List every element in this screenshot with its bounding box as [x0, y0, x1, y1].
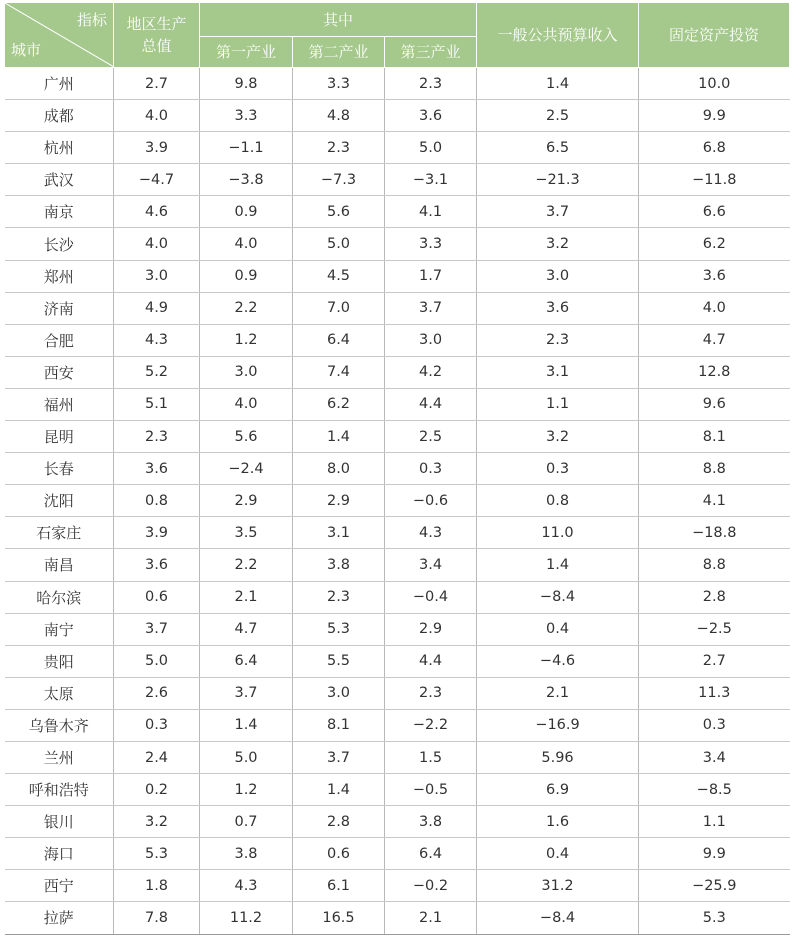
- budget-header: 一般公共预算收入: [477, 3, 639, 68]
- budget-revenue-cell: −8.4: [477, 902, 639, 934]
- primary-industry-cell: 2.2: [200, 549, 293, 581]
- gdp-cell: 3.6: [114, 453, 200, 485]
- budget-revenue-cell: 1.4: [477, 549, 639, 581]
- gdp-cell: 0.6: [114, 581, 200, 613]
- table-row: [5, 806, 790, 838]
- budget-revenue-cell: 2.1: [477, 677, 639, 709]
- gdp-cell: 4.6: [114, 196, 200, 228]
- gdp-cell: 4.0: [114, 100, 200, 132]
- gdp-cell: 2.3: [114, 421, 200, 453]
- secondary-industry-cell: 7.4: [293, 356, 385, 388]
- gdp-cell: 3.7: [114, 613, 200, 645]
- secondary-industry-cell: 7.0: [293, 292, 385, 324]
- secondary-industry-cell: 6.4: [293, 324, 385, 356]
- fixed-investment-cell: 3.4: [639, 741, 790, 773]
- primary-industry-cell: 2.9: [200, 485, 293, 517]
- tertiary-industry-cell: −0.2: [385, 870, 477, 902]
- tertiary-industry-cell: 0.3: [385, 453, 477, 485]
- tertiary-industry-cell: 4.1: [385, 196, 477, 228]
- table-row: [5, 388, 790, 420]
- secondary-industry-cell: 8.0: [293, 453, 385, 485]
- budget-revenue-cell: 3.1: [477, 356, 639, 388]
- budget-revenue-cell: −8.4: [477, 581, 639, 613]
- fixed-investment-cell: 9.9: [639, 838, 790, 870]
- fixed-investment-cell: 12.8: [639, 356, 790, 388]
- fixed-investment-cell: −2.5: [639, 613, 790, 645]
- tertiary-industry-cell: −0.5: [385, 774, 477, 806]
- table-row: [5, 838, 790, 870]
- fixed-investment-cell: −25.9: [639, 870, 790, 902]
- primary-industry-cell: 3.0: [200, 356, 293, 388]
- primary-industry-cell: 4.3: [200, 870, 293, 902]
- city-cell: 福州: [5, 388, 114, 420]
- city-cell: 昆明: [5, 421, 114, 453]
- city-cell: 石家庄: [5, 517, 114, 549]
- fixed-investment-cell: −8.5: [639, 774, 790, 806]
- fixed-investment-cell: 3.6: [639, 260, 790, 292]
- fixed-investment-cell: 6.2: [639, 228, 790, 260]
- primary-industry-cell: 0.7: [200, 806, 293, 838]
- table-row: [5, 68, 790, 100]
- gdp-cell: 2.6: [114, 677, 200, 709]
- fixed-investment-cell: 4.1: [639, 485, 790, 517]
- gdp-cell: 5.1: [114, 388, 200, 420]
- budget-revenue-cell: 3.2: [477, 228, 639, 260]
- tertiary-industry-cell: −3.1: [385, 164, 477, 196]
- city-cell: 太原: [5, 677, 114, 709]
- primary-industry-cell: −3.8: [200, 164, 293, 196]
- tertiary-industry-header: 第三产业: [385, 37, 477, 68]
- table-row: [5, 324, 790, 356]
- gdp-cell: 3.9: [114, 517, 200, 549]
- budget-revenue-cell: −4.6: [477, 645, 639, 677]
- city-cell: 武汉: [5, 164, 114, 196]
- tertiary-industry-cell: 3.3: [385, 228, 477, 260]
- city-cell: 银川: [5, 806, 114, 838]
- city-cell: 长沙: [5, 228, 114, 260]
- table-row: [5, 709, 790, 741]
- tertiary-industry-cell: 1.5: [385, 741, 477, 773]
- budget-revenue-cell: 0.4: [477, 613, 639, 645]
- gdp-cell: 1.8: [114, 870, 200, 902]
- fixed-investment-cell: 2.8: [639, 581, 790, 613]
- secondary-industry-cell: 5.6: [293, 196, 385, 228]
- tertiary-industry-cell: 4.4: [385, 388, 477, 420]
- city-cell: 西宁: [5, 870, 114, 902]
- secondary-industry-cell: 16.5: [293, 902, 385, 934]
- secondary-industry-cell: 3.1: [293, 517, 385, 549]
- table-row: [5, 645, 790, 677]
- gdp-cell: 7.8: [114, 902, 200, 934]
- primary-industry-cell: 0.9: [200, 260, 293, 292]
- fixed-investment-cell: 6.6: [639, 196, 790, 228]
- table-row: [5, 196, 790, 228]
- tertiary-industry-cell: 2.3: [385, 677, 477, 709]
- city-cell: 成都: [5, 100, 114, 132]
- primary-industry-cell: 4.7: [200, 613, 293, 645]
- tertiary-industry-cell: 3.4: [385, 549, 477, 581]
- city-cell: 南宁: [5, 613, 114, 645]
- secondary-industry-header: 第二产业: [293, 37, 385, 68]
- indicator-label: 指标: [76, 11, 107, 29]
- budget-revenue-cell: 1.1: [477, 388, 639, 420]
- tertiary-industry-cell: 2.3: [385, 68, 477, 100]
- budget-revenue-cell: 5.96: [477, 741, 639, 773]
- gdp-cell: 4.0: [114, 228, 200, 260]
- tertiary-industry-cell: 3.0: [385, 324, 477, 356]
- primary-industry-cell: 11.2: [200, 902, 293, 934]
- city-cell: 合肥: [5, 324, 114, 356]
- gdp-cell: −4.7: [114, 164, 200, 196]
- secondary-industry-cell: 8.1: [293, 709, 385, 741]
- tertiary-industry-cell: 4.3: [385, 517, 477, 549]
- primary-industry-cell: 1.4: [200, 709, 293, 741]
- secondary-industry-cell: 0.6: [293, 838, 385, 870]
- primary-industry-cell: 5.6: [200, 421, 293, 453]
- secondary-industry-cell: 4.8: [293, 100, 385, 132]
- tertiary-industry-cell: 2.1: [385, 902, 477, 934]
- gdp-cell: 5.2: [114, 356, 200, 388]
- budget-revenue-cell: 3.7: [477, 196, 639, 228]
- budget-revenue-cell: 3.6: [477, 292, 639, 324]
- city-cell: 海口: [5, 838, 114, 870]
- city-cell: 拉萨: [5, 902, 114, 934]
- tertiary-industry-cell: 3.8: [385, 806, 477, 838]
- fixed-investment-cell: 8.8: [639, 549, 790, 581]
- city-cell: 南昌: [5, 549, 114, 581]
- budget-revenue-cell: 2.5: [477, 100, 639, 132]
- table-row: [5, 774, 790, 806]
- tertiary-industry-cell: 5.0: [385, 132, 477, 164]
- tertiary-industry-cell: 2.5: [385, 421, 477, 453]
- city-cell: 郑州: [5, 260, 114, 292]
- fixed-investment-cell: 5.3: [639, 902, 790, 934]
- budget-revenue-cell: 3.0: [477, 260, 639, 292]
- budget-revenue-cell: −21.3: [477, 164, 639, 196]
- table-row: [5, 228, 790, 260]
- primary-industry-cell: −2.4: [200, 453, 293, 485]
- table-row: [5, 613, 790, 645]
- secondary-industry-cell: 3.0: [293, 677, 385, 709]
- fixed-investment-cell: 2.7: [639, 645, 790, 677]
- secondary-industry-cell: 6.2: [293, 388, 385, 420]
- gdp-cell: 3.2: [114, 806, 200, 838]
- fixed-investment-cell: 8.8: [639, 453, 790, 485]
- city-cell: 呼和浩特: [5, 774, 114, 806]
- budget-revenue-cell: −16.9: [477, 709, 639, 741]
- city-cell: 贵阳: [5, 645, 114, 677]
- group-header: 其中: [200, 3, 477, 37]
- fixed-investment-cell: 9.9: [639, 100, 790, 132]
- fixed-investment-cell: 1.1: [639, 806, 790, 838]
- city-cell: 哈尔滨: [5, 581, 114, 613]
- table-row: [5, 132, 790, 164]
- primary-industry-cell: 3.5: [200, 517, 293, 549]
- table-row: [5, 870, 790, 902]
- gdp-cell: 3.0: [114, 260, 200, 292]
- budget-revenue-cell: 3.2: [477, 421, 639, 453]
- secondary-industry-cell: 3.8: [293, 549, 385, 581]
- table-row: [5, 549, 790, 581]
- primary-industry-cell: 0.9: [200, 196, 293, 228]
- tertiary-industry-cell: −2.2: [385, 709, 477, 741]
- tertiary-industry-cell: −0.6: [385, 485, 477, 517]
- city-cell: 长春: [5, 453, 114, 485]
- budget-revenue-cell: 1.4: [477, 68, 639, 100]
- gdp-cell: 0.2: [114, 774, 200, 806]
- fixed-investment-cell: 10.0: [639, 68, 790, 100]
- secondary-industry-cell: 2.3: [293, 581, 385, 613]
- city-cell: 沈阳: [5, 485, 114, 517]
- fixed-investment-cell: −18.8: [639, 517, 790, 549]
- tertiary-industry-cell: −0.4: [385, 581, 477, 613]
- tertiary-industry-cell: 1.7: [385, 260, 477, 292]
- fixed-investment-cell: 0.3: [639, 709, 790, 741]
- city-cell: 杭州: [5, 132, 114, 164]
- fixed-investment-cell: 11.3: [639, 677, 790, 709]
- tertiary-industry-cell: 2.9: [385, 613, 477, 645]
- primary-industry-cell: 9.8: [200, 68, 293, 100]
- city-cell: 南京: [5, 196, 114, 228]
- investment-header: 固定资产投资: [639, 3, 790, 68]
- primary-industry-header: 第一产业: [200, 37, 293, 68]
- primary-industry-cell: 5.0: [200, 741, 293, 773]
- gdp-header: [114, 3, 200, 68]
- gdp-cell: 0.3: [114, 709, 200, 741]
- table-row: [5, 453, 790, 485]
- gdp-cell: 4.9: [114, 292, 200, 324]
- gdp-header-line1: 地区生产: [126, 15, 187, 33]
- secondary-industry-cell: 4.5: [293, 260, 385, 292]
- gdp-cell: 3.6: [114, 549, 200, 581]
- gdp-cell: 5.3: [114, 838, 200, 870]
- secondary-industry-cell: −7.3: [293, 164, 385, 196]
- table-body: [5, 68, 790, 935]
- primary-industry-cell: 3.3: [200, 100, 293, 132]
- secondary-industry-cell: 1.4: [293, 421, 385, 453]
- city-cell: 广州: [5, 68, 114, 100]
- gdp-cell: 3.9: [114, 132, 200, 164]
- table-row: [5, 581, 790, 613]
- secondary-industry-cell: 6.1: [293, 870, 385, 902]
- tertiary-industry-cell: 4.2: [385, 356, 477, 388]
- fixed-investment-cell: 4.7: [639, 324, 790, 356]
- secondary-industry-cell: 3.7: [293, 741, 385, 773]
- table-row: [5, 260, 790, 292]
- fixed-investment-cell: −11.8: [639, 164, 790, 196]
- secondary-industry-cell: 2.9: [293, 485, 385, 517]
- primary-industry-cell: 1.2: [200, 774, 293, 806]
- table-header: [5, 3, 790, 68]
- primary-industry-cell: 3.7: [200, 677, 293, 709]
- budget-revenue-cell: 6.9: [477, 774, 639, 806]
- secondary-industry-cell: 5.0: [293, 228, 385, 260]
- primary-industry-cell: 1.2: [200, 324, 293, 356]
- table-row: [5, 485, 790, 517]
- gdp-cell: 4.3: [114, 324, 200, 356]
- secondary-industry-cell: 3.3: [293, 68, 385, 100]
- table-row: [5, 677, 790, 709]
- budget-revenue-cell: 31.2: [477, 870, 639, 902]
- gdp-cell: 5.0: [114, 645, 200, 677]
- gdp-cell: 0.8: [114, 485, 200, 517]
- tertiary-industry-cell: 4.4: [385, 645, 477, 677]
- budget-revenue-cell: 2.3: [477, 324, 639, 356]
- secondary-industry-cell: 2.3: [293, 132, 385, 164]
- table-row: [5, 517, 790, 549]
- city-cell: 济南: [5, 292, 114, 324]
- tertiary-industry-cell: 3.6: [385, 100, 477, 132]
- table-row: [5, 741, 790, 773]
- table-row: [5, 164, 790, 196]
- city-cell: 西安: [5, 356, 114, 388]
- diagonal-header-cell: [5, 3, 114, 68]
- gdp-header-line2: 总值: [141, 37, 172, 55]
- table-row: [5, 421, 790, 453]
- city-statistics-table: [4, 2, 790, 935]
- primary-industry-cell: 6.4: [200, 645, 293, 677]
- city-label: 城市: [11, 41, 42, 59]
- budget-revenue-cell: 6.5: [477, 132, 639, 164]
- secondary-industry-cell: 5.5: [293, 645, 385, 677]
- gdp-cell: 2.7: [114, 68, 200, 100]
- gdp-cell: 2.4: [114, 741, 200, 773]
- fixed-investment-cell: 8.1: [639, 421, 790, 453]
- budget-revenue-cell: 0.4: [477, 838, 639, 870]
- budget-revenue-cell: 0.3: [477, 453, 639, 485]
- table-row: [5, 100, 790, 132]
- budget-revenue-cell: 0.8: [477, 485, 639, 517]
- city-cell: 乌鲁木齐: [5, 709, 114, 741]
- table-row: [5, 902, 790, 934]
- fixed-investment-cell: 4.0: [639, 292, 790, 324]
- fixed-investment-cell: 6.8: [639, 132, 790, 164]
- city-cell: 兰州: [5, 741, 114, 773]
- tertiary-industry-cell: 3.7: [385, 292, 477, 324]
- primary-industry-cell: −1.1: [200, 132, 293, 164]
- primary-industry-cell: 3.8: [200, 838, 293, 870]
- tertiary-industry-cell: 6.4: [385, 838, 477, 870]
- primary-industry-cell: 4.0: [200, 388, 293, 420]
- primary-industry-cell: 4.0: [200, 228, 293, 260]
- table-row: [5, 292, 790, 324]
- fixed-investment-cell: 9.6: [639, 388, 790, 420]
- primary-industry-cell: 2.1: [200, 581, 293, 613]
- secondary-industry-cell: 1.4: [293, 774, 385, 806]
- secondary-industry-cell: 5.3: [293, 613, 385, 645]
- primary-industry-cell: 2.2: [200, 292, 293, 324]
- budget-revenue-cell: 11.0: [477, 517, 639, 549]
- table-row: [5, 356, 790, 388]
- secondary-industry-cell: 2.8: [293, 806, 385, 838]
- budget-revenue-cell: 1.6: [477, 806, 639, 838]
